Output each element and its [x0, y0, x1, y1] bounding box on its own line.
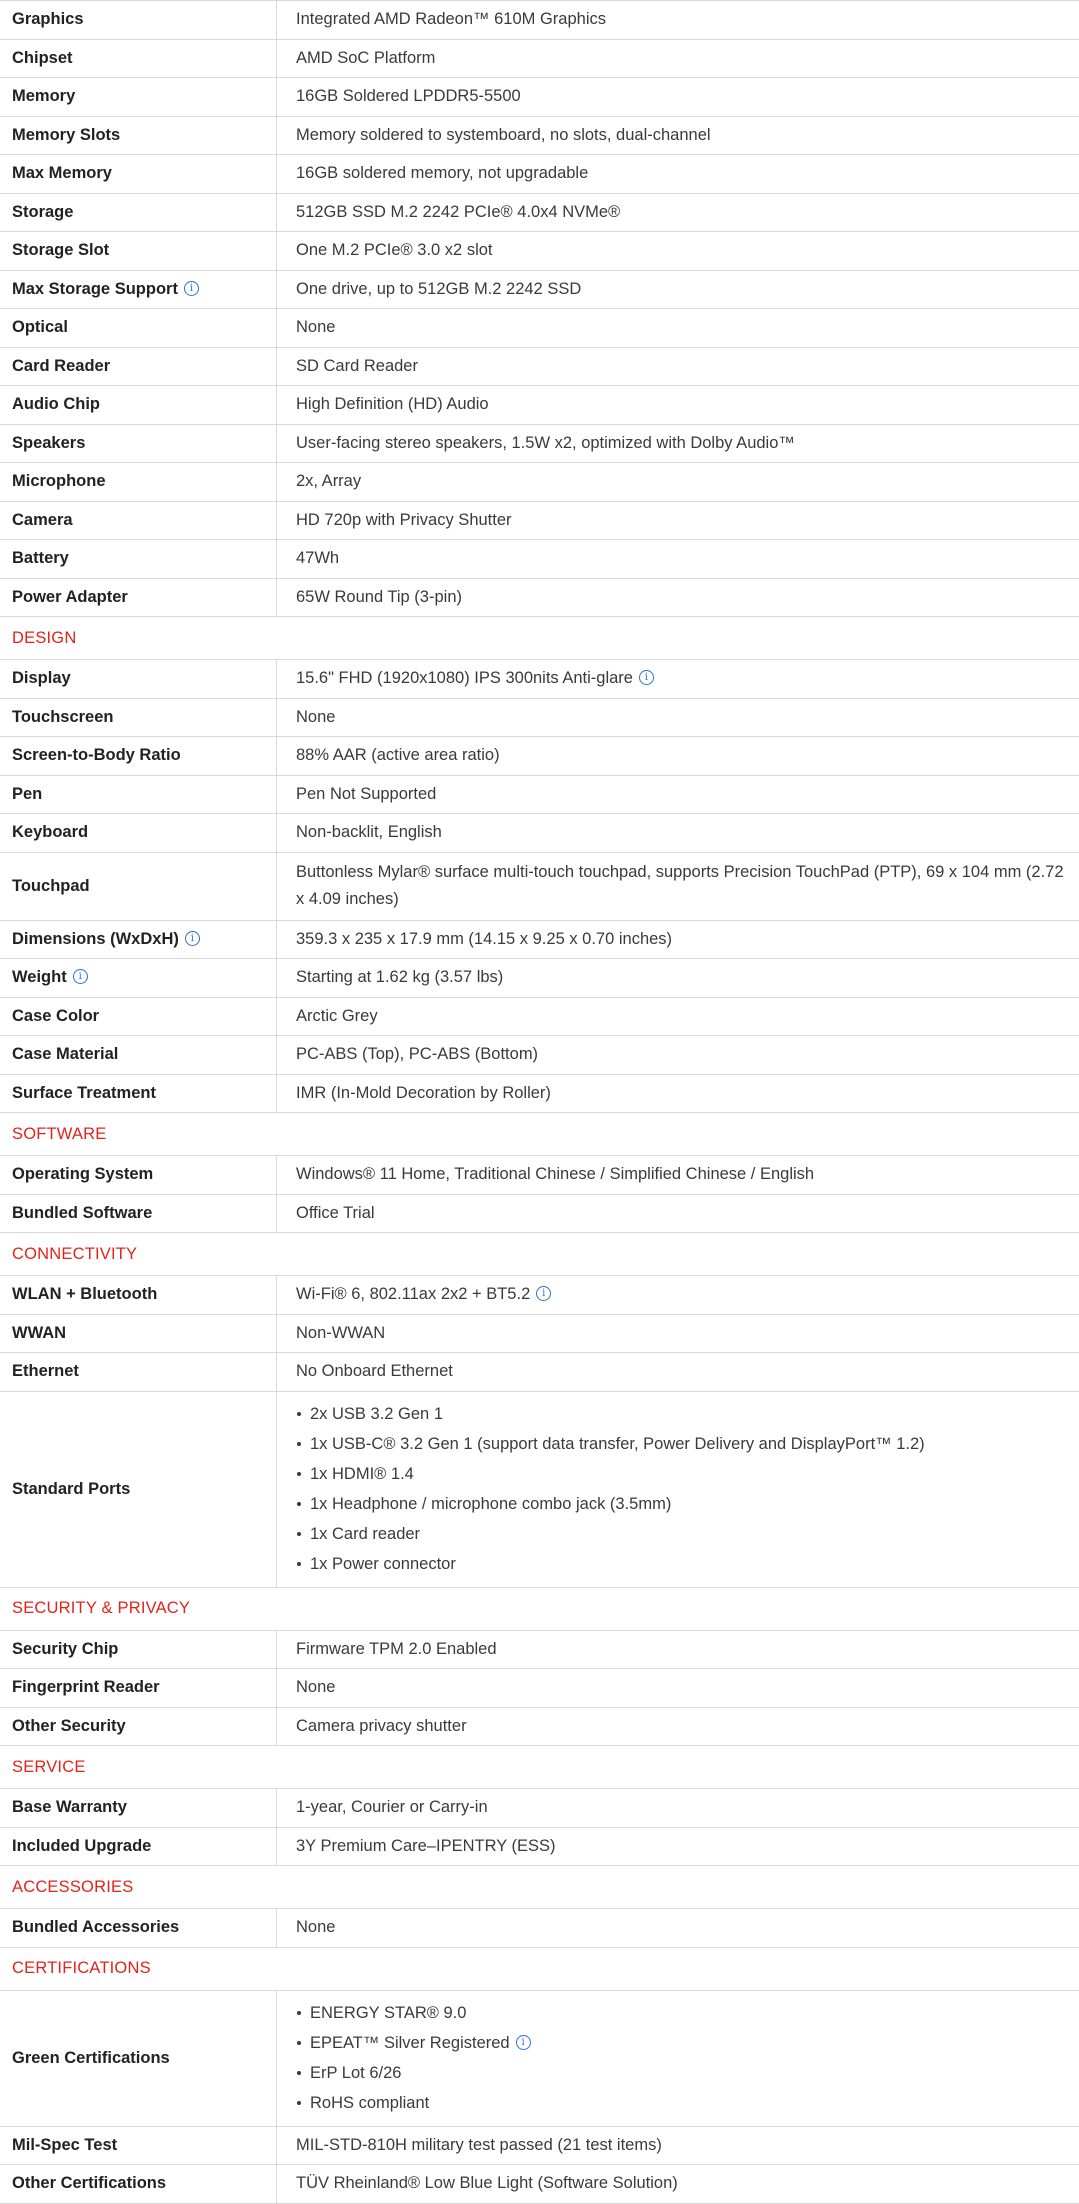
- spec-value-content: [296, 1200, 375, 1227]
- list-item: [310, 1519, 925, 1549]
- spec-row-graphics: [0, 1, 1079, 40]
- spec-value-text: 16GB soldered memory, not upgradable: [296, 164, 589, 183]
- spec-label: [0, 1991, 277, 2126]
- spec-label-text: Max Memory: [12, 164, 112, 183]
- list-item: [310, 2058, 531, 2088]
- spec-label-text: Other Security: [12, 1716, 126, 1735]
- spec-value-content: [296, 2170, 678, 2197]
- spec-label-text: Base Warranty: [12, 1798, 127, 1817]
- spec-value: [277, 1036, 1079, 1074]
- spec-row-bundled-software: [0, 1195, 1079, 1234]
- spec-value-content: [296, 926, 672, 953]
- spec-label: [0, 463, 277, 501]
- spec-value-content: [296, 1003, 378, 1030]
- spec-value-text: No Onboard Ethernet: [296, 1362, 453, 1381]
- spec-label-text: Case Material: [12, 1045, 119, 1064]
- list-item-text: EPEAT™ Silver Registered: [310, 2034, 510, 2052]
- info-icon[interactable]: i: [536, 1286, 551, 1301]
- spec-value-text: Arctic Grey: [296, 1006, 378, 1025]
- spec-value-content: [296, 704, 335, 731]
- spec-row-camera: [0, 502, 1079, 541]
- spec-value-text: Non-backlit, English: [296, 823, 442, 842]
- spec-label: [0, 78, 277, 116]
- list-item: [310, 2028, 531, 2058]
- spec-row-power-adapter: [0, 579, 1079, 618]
- spec-value: [277, 463, 1079, 501]
- spec-row-dimensions-wxdxh: [0, 921, 1079, 960]
- info-icon[interactable]: i: [185, 931, 200, 946]
- spec-row-memory-slots: [0, 117, 1079, 156]
- list-item: [310, 1489, 925, 1519]
- spec-label-text: Operating System: [12, 1165, 154, 1184]
- list-item-text: 1x USB-C® 3.2 Gen 1 (support data transfer, Power Delivery and DisplayPort™ 1.2): [310, 1435, 925, 1453]
- spec-value-content: [296, 199, 620, 226]
- spec-label: [0, 1828, 277, 1866]
- spec-label-text: Memory Slots: [12, 125, 121, 144]
- spec-row-max-memory: [0, 155, 1079, 194]
- spec-label: [0, 1353, 277, 1391]
- spec-value-content: [296, 1358, 453, 1385]
- spec-row-optical: [0, 309, 1079, 348]
- spec-value-text: PC-ABS (Top), PC-ABS (Bottom): [296, 1045, 539, 1064]
- spec-value-text: One M.2 PCIe® 3.0 x2 slot: [296, 241, 493, 260]
- spec-value: [277, 155, 1079, 193]
- spec-value: [277, 1631, 1079, 1669]
- spec-value: [277, 271, 1079, 309]
- spec-label-text: Camera: [12, 510, 73, 529]
- spec-value: [277, 1392, 1079, 1587]
- spec-row-max-storage-support: [0, 271, 1079, 310]
- spec-label: [0, 998, 277, 1036]
- spec-row-keyboard: [0, 814, 1079, 853]
- spec-label: [0, 1789, 277, 1827]
- spec-value-text: MIL-STD-810H military test passed (21 test items): [296, 2135, 662, 2154]
- info-icon[interactable]: i: [516, 2035, 531, 2050]
- info-icon[interactable]: i: [73, 969, 88, 984]
- spec-label: [0, 737, 277, 775]
- spec-label-text: WLAN + Bluetooth: [12, 1285, 158, 1304]
- spec-value: [277, 1991, 1079, 2126]
- spec-value-content: [296, 1794, 488, 1821]
- spec-value-content: [296, 2132, 662, 2159]
- spec-label-text: Included Upgrade: [12, 1836, 152, 1855]
- spec-value-content: [296, 1080, 551, 1107]
- spec-value-text: Pen Not Supported: [296, 784, 437, 803]
- spec-row-wlan-bluetooth: [0, 1276, 1079, 1315]
- spec-label-text: Bundled Accessories: [12, 1918, 180, 1937]
- spec-value-text: Memory soldered to systemboard, no slots, dual-channel: [296, 125, 711, 144]
- spec-row-storage: [0, 194, 1079, 233]
- spec-label-text: Audio Chip: [12, 395, 100, 414]
- spec-label-text: Touchscreen: [12, 707, 114, 726]
- spec-value-text: HD 720p with Privacy Shutter: [296, 510, 512, 529]
- spec-value-text: Starting at 1.62 kg (3.57 lbs): [296, 968, 504, 987]
- spec-label-text: Microphone: [12, 472, 106, 491]
- spec-label-text: Security Chip: [12, 1639, 119, 1658]
- spec-label: [0, 1, 277, 39]
- spec-value: [277, 1708, 1079, 1746]
- spec-row-green-certifications: [0, 1991, 1079, 2127]
- spec-label: [0, 1631, 277, 1669]
- spec-label: [0, 425, 277, 463]
- spec-label: [0, 117, 277, 155]
- spec-value-content: [296, 964, 503, 991]
- spec-label: [0, 814, 277, 852]
- spec-label: [0, 502, 277, 540]
- spec-label-text: Card Reader: [12, 356, 111, 375]
- spec-label: [0, 1075, 277, 1113]
- spec-value-text: TÜV Rheinland® Low Blue Light (Software Solution): [296, 2174, 678, 2193]
- spec-row-mil-spec-test: [0, 2127, 1079, 2166]
- spec-label: [0, 2127, 277, 2165]
- spec-label-text: Memory: [12, 87, 76, 106]
- spec-value: [277, 998, 1079, 1036]
- spec-row-surface-treatment: [0, 1075, 1079, 1114]
- list-item-text: ErP Lot 6/26: [310, 2064, 402, 2082]
- spec-row-chipset: [0, 40, 1079, 79]
- spec-label: [0, 40, 277, 78]
- list-item-text: 1x HDMI® 1.4: [310, 1465, 414, 1483]
- spec-label-text: Screen-to-Body Ratio: [12, 746, 181, 765]
- spec-value: [277, 78, 1079, 116]
- spec-value-text: 1-year, Courier or Carry-in: [296, 1798, 488, 1817]
- spec-label: [0, 853, 277, 920]
- spec-label-text: Mil-Spec Test: [12, 2135, 118, 2154]
- spec-label: [0, 271, 277, 309]
- spec-value-content: [296, 742, 500, 769]
- spec-label-text: Keyboard: [12, 823, 89, 842]
- spec-label: [0, 579, 277, 617]
- spec-value: [277, 1276, 1079, 1314]
- spec-value-content: [296, 45, 435, 72]
- spec-value: [277, 660, 1079, 698]
- spec-label: [0, 309, 277, 347]
- spec-value-text: None: [296, 318, 336, 337]
- spec-label: [0, 2165, 277, 2203]
- spec-value-content: [296, 237, 493, 264]
- spec-label: [0, 699, 277, 737]
- spec-value: [277, 699, 1079, 737]
- spec-row-case-color: [0, 998, 1079, 1037]
- spec-value-content: [296, 584, 462, 611]
- spec-label-text: Battery: [12, 549, 69, 568]
- spec-label-text: Case Color: [12, 1006, 100, 1025]
- spec-value-text: Non-WWAN: [296, 1323, 386, 1342]
- spec-value-list: [296, 1998, 531, 2118]
- spec-row-memory: [0, 78, 1079, 117]
- spec-row-fingerprint-reader: [0, 1669, 1079, 1708]
- spec-value-text: One drive, up to 512GB M.2 2242 SSD: [296, 279, 582, 298]
- list-item-text: RoHS compliant: [310, 2094, 430, 2112]
- spec-value: [277, 194, 1079, 232]
- spec-label-text: Display: [12, 669, 71, 688]
- spec-label: [0, 1036, 277, 1074]
- spec-label-text: Storage: [12, 202, 74, 221]
- spec-value-content: [296, 1161, 814, 1188]
- section-heading-accessories: ACCESSORIES: [0, 1866, 1079, 1909]
- section-heading-certifications: CERTIFICATIONS: [0, 1948, 1079, 1991]
- spec-label-text: Pen: [12, 784, 43, 803]
- spec-value-text: Camera privacy shutter: [296, 1716, 467, 1735]
- spec-row-security-chip: [0, 1631, 1079, 1670]
- list-item: [310, 1459, 925, 1489]
- spec-label: [0, 959, 277, 997]
- spec-row-included-upgrade: [0, 1828, 1079, 1867]
- spec-value: [277, 425, 1079, 463]
- list-item-text: 1x Power connector: [310, 1555, 456, 1573]
- spec-row-storage-slot: [0, 232, 1079, 271]
- section-heading-connectivity: CONNECTIVITY: [0, 1233, 1079, 1276]
- spec-value-text: 512GB SSD M.2 2242 PCIe® 4.0x4 NVMe®: [296, 202, 621, 221]
- spec-value-content: [296, 391, 489, 418]
- spec-row-ethernet: [0, 1353, 1079, 1392]
- section-heading-service: SERVICE: [0, 1746, 1079, 1789]
- list-item-text: 1x Headphone / microphone combo jack (3.5mm): [310, 1495, 672, 1513]
- spec-row-operating-system: [0, 1156, 1079, 1195]
- spec-value: [277, 40, 1079, 78]
- spec-label-text: Weight: [12, 968, 67, 987]
- spec-value-content: [296, 1833, 556, 1860]
- spec-value: [277, 1156, 1079, 1194]
- spec-row-other-certifications: [0, 2165, 1079, 2204]
- spec-value-text: High Definition (HD) Audio: [296, 395, 489, 414]
- spec-value-text: 88% AAR (active area ratio): [296, 746, 500, 765]
- spec-row-card-reader: [0, 348, 1079, 387]
- spec-value-text: None: [296, 1918, 336, 1937]
- spec-value: [277, 959, 1079, 997]
- spec-label-text: Storage Slot: [12, 241, 110, 260]
- spec-value-text: 3Y Premium Care–IPENTRY (ESS): [296, 1836, 556, 1855]
- spec-value: [277, 1353, 1079, 1391]
- spec-row-pen: [0, 776, 1079, 815]
- spec-label: [0, 1708, 277, 1746]
- section-heading-software: SOFTWARE: [0, 1113, 1079, 1156]
- spec-value-text: AMD SoC Platform: [296, 48, 436, 67]
- spec-value-content: [296, 1674, 335, 1701]
- list-item-text: 1x Card reader: [310, 1525, 421, 1543]
- spec-value: [277, 1195, 1079, 1233]
- spec-label-text: Standard Ports: [12, 1479, 131, 1498]
- spec-label-text: Chipset: [12, 48, 73, 67]
- spec-value-content: [296, 1713, 467, 1740]
- spec-label: [0, 1315, 277, 1353]
- section-heading-design: DESIGN: [0, 617, 1079, 660]
- spec-value-content: [296, 1281, 551, 1308]
- list-item: [310, 1429, 925, 1459]
- section-heading-security-privacy: SECURITY & PRIVACY: [0, 1588, 1079, 1631]
- spec-row-weight: [0, 959, 1079, 998]
- spec-value: [277, 1315, 1079, 1353]
- spec-value-text: 359.3 x 235 x 17.9 mm (14.15 x 9.25 x 0.70 inches): [296, 929, 673, 948]
- spec-value: [277, 776, 1079, 814]
- spec-label-text: Power Adapter: [12, 587, 128, 606]
- spec-value-text: SD Card Reader: [296, 356, 418, 375]
- spec-row-speakers: [0, 425, 1079, 464]
- list-item-text: ENERGY STAR® 9.0: [310, 2004, 467, 2022]
- spec-label: [0, 660, 277, 698]
- spec-value: [277, 1828, 1079, 1866]
- spec-value: [277, 1, 1079, 39]
- spec-label-text: Graphics: [12, 10, 84, 29]
- spec-label: [0, 1156, 277, 1194]
- spec-row-touchscreen: [0, 699, 1079, 738]
- list-item: [310, 1998, 531, 2028]
- spec-label: [0, 921, 277, 959]
- spec-label: [0, 776, 277, 814]
- spec-label: [0, 1909, 277, 1947]
- spec-value-content: [296, 314, 335, 341]
- spec-value: [277, 502, 1079, 540]
- spec-value: [277, 921, 1079, 959]
- spec-label: [0, 194, 277, 232]
- spec-value-list: [296, 1399, 925, 1579]
- spec-value-text: Firmware TPM 2.0 Enabled: [296, 1639, 497, 1658]
- spec-label-text: WWAN: [12, 1323, 67, 1342]
- spec-value: [277, 117, 1079, 155]
- spec-value-text: Office Trial: [296, 1203, 375, 1222]
- spec-value-content: [296, 1041, 538, 1068]
- spec-value-text: Wi-Fi® 6, 802.11ax 2x2 + BT5.2: [296, 1285, 531, 1304]
- spec-row-display: [0, 660, 1079, 699]
- spec-label-text: Touchpad: [12, 876, 90, 895]
- spec-value: [277, 540, 1079, 578]
- spec-value: [277, 232, 1079, 270]
- spec-value-content: [296, 6, 606, 33]
- spec-value-content: [296, 160, 588, 187]
- list-item: [310, 1399, 925, 1429]
- list-item-text: 2x USB 3.2 Gen 1: [310, 1405, 443, 1423]
- spec-value-content: [296, 276, 581, 303]
- spec-value-text: None: [296, 707, 336, 726]
- spec-value: [277, 309, 1079, 347]
- spec-label: [0, 348, 277, 386]
- spec-value: [277, 1909, 1079, 1947]
- spec-row-battery: [0, 540, 1079, 579]
- spec-label: [0, 1392, 277, 1587]
- spec-label-text: Optical: [12, 318, 68, 337]
- spec-label: [0, 1276, 277, 1314]
- spec-label-text: Green Certifications: [12, 2048, 170, 2067]
- spec-value-content: [296, 545, 339, 572]
- spec-row-touchpad: [0, 853, 1079, 921]
- spec-value: [277, 348, 1079, 386]
- spec-value-text: Integrated AMD Radeon™ 610M Graphics: [296, 10, 606, 29]
- spec-value-content: [296, 507, 512, 534]
- spec-value-content: [296, 1636, 497, 1663]
- spec-value-text: User-facing stereo speakers, 1.5W x2, optimized with Dolby Audio™: [296, 433, 795, 452]
- spec-value-text: 2x, Array: [296, 472, 362, 491]
- spec-label-text: Dimensions (WxDxH): [12, 929, 179, 948]
- spec-row-bundled-accessories: [0, 1909, 1079, 1948]
- list-item: [310, 1549, 925, 1579]
- spec-value-content: [296, 353, 418, 380]
- spec-label-text: Max Storage Support: [12, 279, 178, 298]
- spec-row-microphone: [0, 463, 1079, 502]
- spec-value-content: [296, 1320, 385, 1347]
- spec-value-content: [296, 781, 436, 808]
- spec-value: [277, 579, 1079, 617]
- spec-row-other-security: [0, 1708, 1079, 1747]
- spec-row-standard-ports: [0, 1392, 1079, 1588]
- spec-value-content: [296, 468, 361, 495]
- spec-value-text: 47Wh: [296, 549, 340, 568]
- spec-value-content: [296, 859, 1071, 913]
- spec-value: [277, 1669, 1079, 1707]
- spec-value: [277, 2165, 1079, 2203]
- spec-label-text: Other Certifications: [12, 2174, 167, 2193]
- spec-value: [277, 1789, 1079, 1827]
- spec-value-content: [296, 1914, 335, 1941]
- spec-row-wwan: [0, 1315, 1079, 1354]
- spec-value-text: Windows® 11 Home, Traditional Chinese / Simplified Chinese / English: [296, 1165, 815, 1184]
- spec-value-text: 16GB Soldered LPDDR5-5500: [296, 87, 521, 106]
- spec-value-content: [296, 665, 654, 692]
- spec-value: [277, 1075, 1079, 1113]
- spec-value: [277, 2127, 1079, 2165]
- spec-row-base-warranty: [0, 1789, 1079, 1828]
- spec-value: [277, 814, 1079, 852]
- spec-label-text: Surface Treatment: [12, 1083, 156, 1102]
- spec-value-text: None: [296, 1678, 336, 1697]
- spec-label-text: Bundled Software: [12, 1203, 153, 1222]
- spec-label-text: Ethernet: [12, 1362, 79, 1381]
- spec-value: [277, 853, 1079, 920]
- info-icon[interactable]: i: [184, 281, 199, 296]
- spec-value: [277, 737, 1079, 775]
- spec-label: [0, 155, 277, 193]
- spec-label-text: Fingerprint Reader: [12, 1678, 160, 1697]
- spec-value-text: IMR (In-Mold Decoration by Roller): [296, 1083, 551, 1102]
- spec-label: [0, 232, 277, 270]
- spec-value-content: [296, 430, 795, 457]
- spec-row-audio-chip: [0, 386, 1079, 425]
- spec-value-text: 65W Round Tip (3-pin): [296, 587, 462, 606]
- spec-label: [0, 1669, 277, 1707]
- spec-row-case-material: [0, 1036, 1079, 1075]
- list-item: [310, 2088, 531, 2118]
- spec-value-text: Buttonless Mylar® surface multi-touch touchpad, supports Precision TouchPad (PTP), 69 x 104 mm (2.72 x 4.09 inches): [296, 863, 1064, 908]
- spec-label-text: Speakers: [12, 433, 86, 452]
- spec-value-content: [296, 83, 521, 110]
- spec-label: [0, 1195, 277, 1233]
- spec-value-content: [296, 819, 442, 846]
- spec-value-text: 15.6" FHD (1920x1080) IPS 300nits Anti-glare: [296, 669, 633, 688]
- spec-value-content: [296, 122, 711, 149]
- spec-value: [277, 386, 1079, 424]
- spec-label: [0, 386, 277, 424]
- info-icon[interactable]: i: [639, 670, 654, 685]
- spec-row-screen-to-body-ratio: [0, 737, 1079, 776]
- spec-label: [0, 540, 277, 578]
